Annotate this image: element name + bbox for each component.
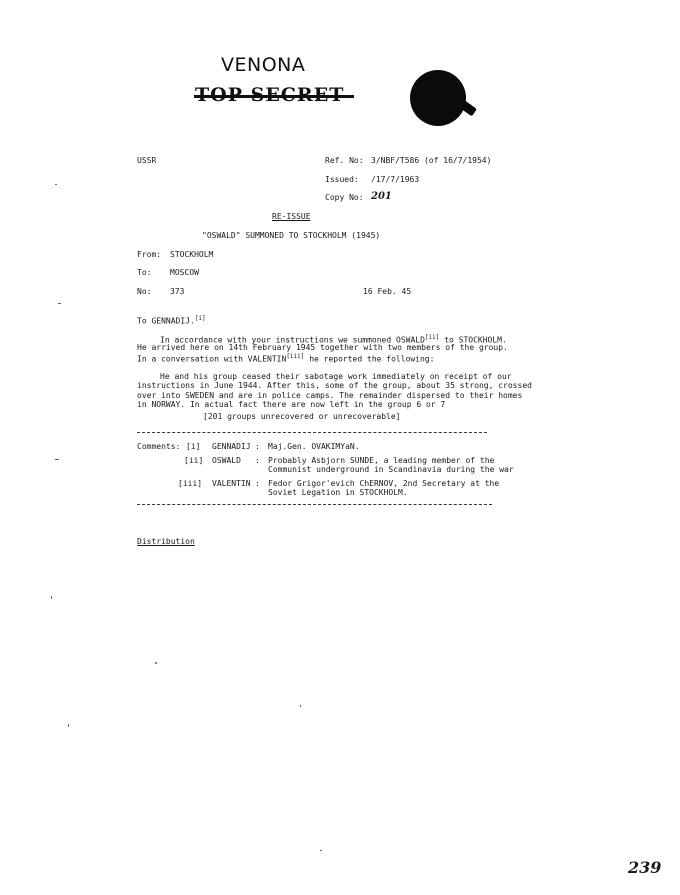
separator-top	[137, 432, 487, 433]
program-title: VENONA	[221, 54, 306, 76]
seal-icon	[410, 70, 466, 126]
scan-speck	[68, 724, 69, 727]
comment-colon-iii: :	[255, 479, 260, 488]
comments-label: Comments:	[137, 442, 181, 451]
scan-speck	[51, 596, 52, 599]
scan-speck	[300, 705, 301, 707]
comment-text-iii-cont: Soviet Legation in STOCKHOLM.	[268, 488, 408, 497]
comment-text-i: Maj.Gen. OVAKIMYaN.	[268, 442, 360, 451]
country: USSR	[137, 156, 157, 165]
scan-speck	[58, 303, 61, 304]
issued-value: /17/7/1963	[371, 175, 420, 184]
paragraph1-line2: He arrived here on 14th February 1945 together with two members of the group.	[137, 343, 508, 352]
number-label: No:	[137, 287, 152, 296]
from-label: From:	[137, 250, 162, 259]
separator-bottom	[137, 504, 492, 505]
comment-text-ii-cont: Communist underground in Scandinavia during the war	[268, 465, 514, 474]
comment-text-iii: Fedor Grigor'evich ChERNOV, 2nd Secretary at the	[268, 479, 500, 488]
scan-speck	[55, 459, 59, 460]
paragraph2-line5: [201 groups unrecovered or unrecoverable]	[203, 412, 401, 421]
distribution-label: Distribution	[137, 537, 195, 546]
message-date: 16 Feb. 45	[363, 287, 412, 296]
paragraph2-line2: instructions in June 1944. After this, some of the group, about 35 strong, crossed	[137, 381, 532, 390]
addressee: To GENNADIJ.[i]	[137, 315, 206, 326]
paragraph1-line3: In a conversation with VALENTIN[iii] he reported the following:	[137, 353, 435, 364]
paragraph2-line4: in NORWAY. In actual fact there are now left in the group 6 or 7	[137, 400, 446, 409]
number-value: 373	[170, 287, 185, 296]
comment-name-i: GENNADIJ	[212, 442, 251, 451]
comment-name-ii: OSWALD	[212, 456, 241, 465]
scan-speck	[155, 662, 157, 664]
comment-text-ii: Probably Asbjorn SUNDE, a leading member of the	[268, 456, 495, 465]
comment-colon-ii: :	[255, 456, 260, 465]
paragraph2-line1: He and his group ceased their sabotage work immediately on receipt of our	[160, 372, 512, 381]
reissue-heading: RE-ISSUE	[272, 212, 311, 221]
issued-label: Issued:	[325, 175, 359, 184]
scan-speck	[55, 184, 57, 185]
page-number: 239	[628, 858, 662, 877]
scan-speck	[320, 850, 322, 851]
copy-number: 201	[371, 191, 392, 202]
comment-ref-ii: [ii]	[184, 456, 204, 465]
paragraph2-line3: over into SWEDEN and are in police camps. The remainder dispersed to their homes	[137, 391, 523, 400]
comment-ref-i: [i]	[186, 442, 201, 451]
to-label: To:	[137, 268, 152, 277]
classification-strikethrough	[194, 95, 354, 98]
ref-label: Ref. No:	[325, 156, 364, 165]
document-subject: "OSWALD" SUMMONED TO STOCKHOLM (1945)	[202, 231, 381, 240]
paragraph1-line1: In accordance with your instructions we summoned OSWALD[ii] to STOCKHOLM.	[160, 334, 507, 345]
ref-value: 3/NBF/T586 (of 16/7/1954)	[371, 156, 492, 165]
comment-name-iii: VALENTIN	[212, 479, 251, 488]
to-value: MOSCOW	[170, 268, 199, 277]
copy-label: Copy No:	[325, 193, 364, 202]
from-value: STOCKHOLM	[170, 250, 214, 259]
comment-colon-i: :	[255, 442, 260, 451]
comment-ref-iii: [iii]	[178, 479, 203, 488]
